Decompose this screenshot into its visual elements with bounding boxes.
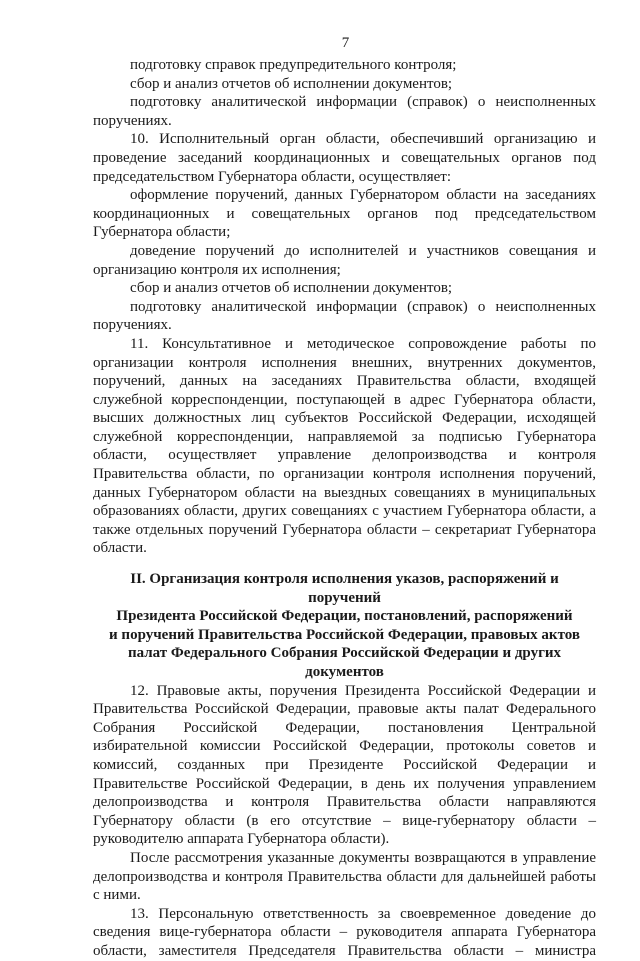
- section-heading: [93, 570, 596, 682]
- paragraph: сбор и анализ отчетов об исполнении документов;: [130, 280, 453, 297]
- paragraph: 12. Правовые акты, поручения Президента Российской Федерации и Правительства Российской Федерации, правовые акты палат Федерального Собрания Российской Федерации, постановления Центральной избирательной комиссии Российской Федерации, протоколы советов и комиссий, созданных при Президенте Российской Федерации и Правительстве Российской Федерации, в день их получения управлением делопроизводства и контроля Правительства области направляются Губернатору области (в его отсутствие – вице-губернатору области – руководителю аппарата Губернатора области).: [93, 682, 596, 848]
- heading-line: палат Федерального Собрания Российской Федерации и других документов: [127, 645, 562, 680]
- page-number: 7: [341, 35, 350, 51]
- paragraph: 10. Исполнительный орган области, обеспечивший организацию и проведение заседаний координационных и совещательных органов под председательством Губернатора области, осуществляет:: [93, 131, 596, 185]
- paragraph: оформление поручений, данных Губернатором области на заседаниях координационных и совещательных органов под председательством Губернатора области;: [93, 187, 596, 241]
- section-before-heading: [93, 56, 596, 558]
- paragraph: подготовку аналитической информации (справок) о неисполненных поручениях.: [93, 298, 596, 334]
- paragraph: После рассмотрения указанные документы возвращаются в управление делопроизводства и контроля Правительства области для дальнейшей работы с ними.: [93, 849, 596, 904]
- paragraph: подготовку аналитической информации (справок) о неисполненных поручениях.: [93, 94, 596, 129]
- paragraph: доведение поручений до исполнителей и участников совещания и организацию контроля их исполнения;: [93, 242, 596, 278]
- paragraph: подготовку справок предупредительного контроля;: [130, 57, 457, 73]
- heading-line: II. Организация контроля исполнения указов, распоряжений и поручений: [130, 571, 559, 606]
- section-after-heading: [93, 682, 596, 961]
- paragraph: 13. Персональную ответственность за своевременное доведение до сведения вице-губернатора области – руководителя аппарата Губернатора области, заместителя Председателя Правительства области – министра: [93, 905, 596, 959]
- heading-line: и поручений Правительства Российской Федерации, правовых актов: [109, 626, 580, 643]
- paragraph: 11. Консультативное и методическое сопровождение работы по организации контроля исполнения внешних, внутренних документов, поручений, данных на заседаниях Правительства области, входящей служебной корреспонденции, поступающей в адрес Губернатора области, высших должностных лиц субъектов Российской Федерации, исходящей служебной корреспонденции, направляемой за подписью Губернатора области, осуществляет управление делопроизводства и контроля Правительства области, по организации контроля исполнения поручений, данных Губернатором области на выездных совещаниях в муниципальных образованиях области, других совещаниях с участием Губернатора области, а также отдельных поручений Губернатора области – секретариат Губернатора области.: [93, 335, 596, 557]
- paragraph: сбор и анализ отчетов об исполнении документов;: [130, 75, 453, 92]
- heading-line: Президента Российской Федерации, постановлений, распоряжений: [116, 608, 573, 625]
- document-page: [93, 34, 596, 961]
